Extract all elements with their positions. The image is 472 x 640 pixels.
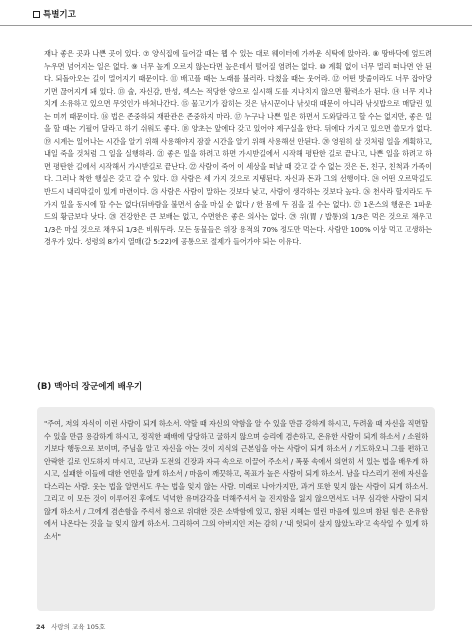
quote-paragraph: "주여, 저의 자식이 이런 사람이 되게 하소서. 약할 때 자신의 약함을 알 수 있을 만큼 강하게 하시고, 두려울 때 자신을 직면할 수 있을 만큼 용감하게 하시고, 정직한 패배에 당당하고 굴하지 않으며 승리에 겸손하고, 온유한 사람이 되게 하소서 / 소원하기보다 행동으로 보이며, 주님을 알고 자신을 아는 것이 지식의 근본임을 아는 사람이 되게 하소서 / 기도하오니 그를 편하고 안락한 길로 인도하지 마시고, 고난과 도전의 긴장과 자극 속으로 이끌어 주소서 / 폭풍 속에서 의연히 서 있는 법을 배우게 하시고, 실패한 이들에 대한 연민을 알게 하소서 / 마음이 깨끗하고, 목표가 높은 사람이 되게 하소서. 남을 다스리기 전에 자신을 다스리는 사람. 웃는 법을 알면서도 우는 법을 잊지 않는 사람. 미래로 나아가지만, 과거 또한 잊지 않는 사람이 되게 하소서. 그리고 이 모든 것이 이루어진 후에도 넉넉한 유머감각을 더해주셔서 늘 진지함을 잃지 않으면서도 너무 심각한 사람이 되지 않게 하소서 / 그에게 겸손함을 주셔서 참으로 위대한 것은 소박함에 있고, 참된 지혜는 열린 마음에 있으며 참된 힘은 온유함에서 나온다는 것을 늘 잊지 않게 하소서. 그리하여 그의 아버지인 저는 감히 / '내 헛되이 살지 않았노라'고 속삭일 수 있게 하소서"	[44, 419, 428, 541]
header-divider	[0, 25, 472, 26]
section-tag	[33, 8, 76, 20]
page-number: 24	[36, 623, 46, 631]
section-tag-label: 특별기고	[43, 10, 76, 20]
section-subheading: (B) 맥아더 장군에게 배우기	[37, 382, 143, 392]
body-paragraph: 재나 좋은 곳과 나쁜 곳이 있다. ⑦ 양식집에 들어갈 때는 웹 수 있는 대로 웨이터에 가까운 식탁에 앉아라. ⑧ 땅바닥에 엎드려 누우면 넘어지는 일은 없다. ⑨ 너무 높게 오르지 않는다면 높은데서 떨어질 염려는 없다. ⑩ 계획 없이 너무 멀리 떠나면 안 된다. 되돌아오는 길이 멀어지기 때문이다. ⑪ 배고플 때는 노래를 불러라. 다쳤을 때는 웃어라. ⑫ 어떤 밧줄이라도 너무 잡아당기면 끊어지게 돼 있다. ⑬ 술, 자신감, 반성, 섹스는 적당한 양으로 실시해 도를 지나치지 않으면 활력소가 된다. ⑭ 너무 지나치게 소유하고 있으면 무엇인가 바쳐나간다. ⑮ 물고기가 잡히는 것은 낚시꾼이나 낚싯대 때문이 아니라 낚싯밥으로 매달린 있는 미끼 때문이다. ⑯ 법은 존중하되 재판관은 존중하지 마라. ⑰ 누구나 나쁜 일은 하면서 도와달라고 할 수는 없지만, 좋은 일을 할 때는 기필어 달라고 하기 쉬워도 좋다. ⑱ 양초는 앞에다 갖고 있어야 제구실을 한다. 뒤에다 가지고 있으면 쓸모가 없다. ⑲ 시계는 일어나는 시간을 알기 위해 사용해야지 잠잘 시간을 알기 위해 사용해선 안된다. ⑳ 영원히 살 것처럼 일을 계획하고, 내일 죽을 것처럼 그 일을 실행하라. ㉑ 좋은 일을 하려고 하면 가시받길에서 시작해 평탄한 길로 끝나고, 나쁜 일을 하려고 하면 평탄한 길에서 시작해서 가시받길로 끝난다. ㉒ 사람이 죽어 이 세상을 떠날 때 갖고 갈 수 없는 것은 돈, 친구, 친척과 가족이다. 그러나 착한 행실은 갖고 갈 수 있다. ㉓ 사람은 세 가지 것으로 지탱된다. 자신과 돈과 그의 선행이다. ㉔ 어떤 오르막길도 반드시 내리막길이 있게 마련이다. ㉕ 사람은 사람이 말하는 것보다 낮고, 사람이 생각하는 것보다 높다. ㉖ 천사라 할지라도 두 가지 일을 동시에 할 수는 없다(뒤바람을 불면서 숨을 마실 순 없다 / 한 몸에 두 짐을 질 수는 없다). ㉗ 1온스의 행운은 1파운드의 황금보다 낫다. ㉘ 건강한은 큰 보배는 없고, 수면한은 좋은 의사는 없다. ㉙ 위(胃 / 밥통)의 1/3은 먹은 것으로 채우고 1/3은 마실 것으로 채우되 1/3은 비워두라. 모든 동물들은 위장 용적의 70% 정도만 먹는다. 사람만 100% 이상 먹고 고생하는 경우가 있다. 성령의 8가지 열매(갈 5:22)에 공통으로 절제가 들어가야 되는 이유다.	[44, 49, 432, 247]
publication-name: 사랑의 교육 105호	[51, 623, 106, 631]
page-footer	[36, 622, 105, 631]
page-header	[0, 0, 472, 22]
square-icon	[33, 11, 40, 18]
